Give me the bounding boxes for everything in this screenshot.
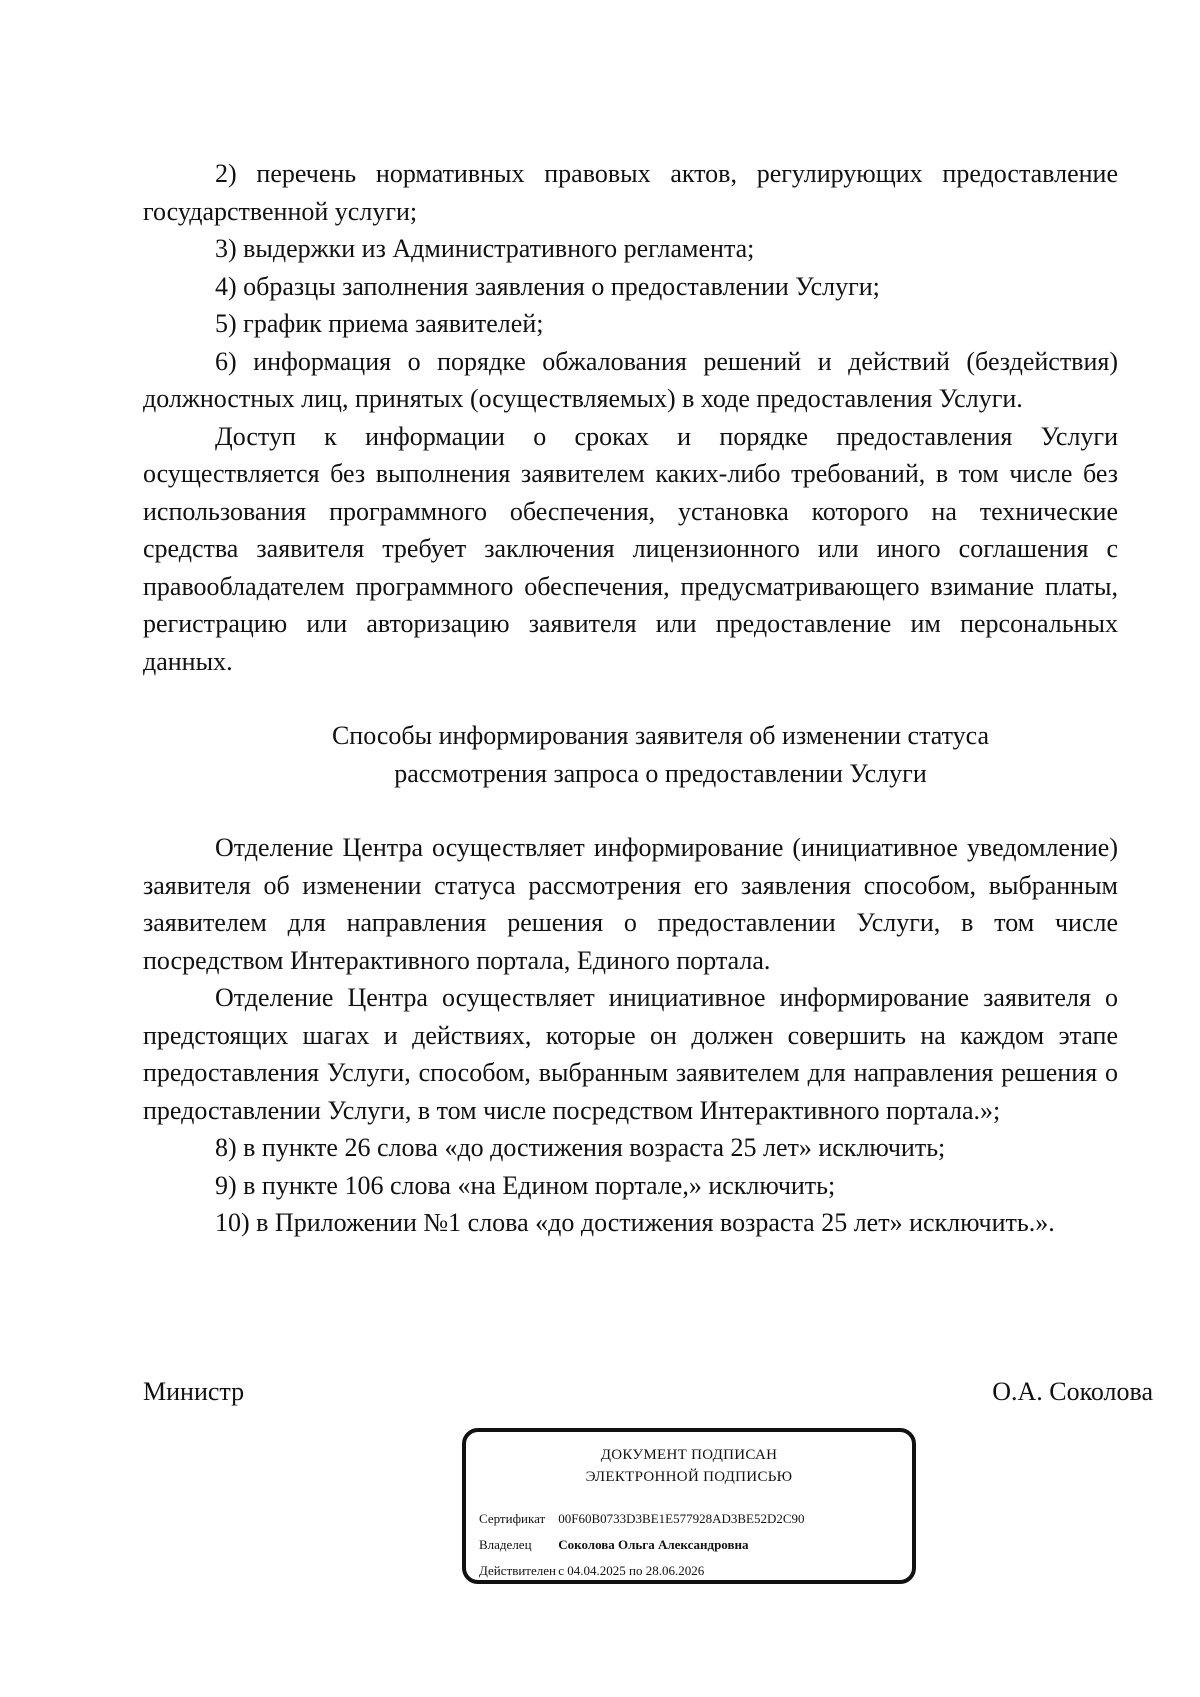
- list-item-6: 6) информация о порядке обжалования решений и действий (бездействия) должностных лиц, принятых (осуществляемых) в ходе предоставления Услуги.: [143, 346, 1118, 413]
- owner-label: Владелец: [479, 1537, 532, 1552]
- list-item-3: 3) выдержки из Административного регламента;: [215, 234, 755, 263]
- list-item-4: 4) образцы заполнения заявления о предоставлении Услуги;: [215, 271, 880, 301]
- amendment-item-8: 8) в пункте 26 слова «до достижения возраста 25 лет» исключить;: [215, 1133, 946, 1162]
- stamp-title-line-2: ЭЛЕКТРОННОЙ ПОДПИСЬЮ: [585, 1469, 793, 1485]
- valid-label: Действителен: [479, 1563, 556, 1578]
- stamp-owner-row: [479, 1536, 749, 1554]
- list-item-2: 2) перечень нормативных правовых актов, регулирующих предоставление государственной услуги;: [143, 159, 1118, 226]
- owner-value: Соколова Ольга Александровна: [558, 1537, 749, 1552]
- electronic-signature-stamp: [462, 1428, 916, 1584]
- signatory-role: Министр: [143, 1377, 245, 1406]
- access-paragraph: Доступ к информации о сроках и порядке предоставления Услуги осуществляется без выполнения заявителем каких-либо требований, в том числе без использования программного обеспечения, установка которого на технические средства заявителя требует заключения лицензионного или иного соглашения с правообладателем программного обеспечения, предусматривающего взимание платы, регистрацию или авторизацию заявителя или предоставление им персональных данных.: [143, 421, 1118, 676]
- document-body: [143, 155, 1118, 1242]
- amendment-item-9: 9) в пункте 106 слова «на Едином портале,» исключить;: [215, 1170, 836, 1200]
- stamp-certificate-row: [479, 1510, 805, 1528]
- section-heading-line-1: Способы информирования заявителя об изменении статуса: [331, 721, 990, 750]
- amendment-item-10: 10) в Приложении №1 слова «до достижения возраста 25 лет» исключить.».: [215, 1208, 1055, 1237]
- proactive-info-paragraph: Отделение Центра осуществляет инициативное информирование заявителя о предстоящих шагах и действиях, которые он должен совершить на каждом этапе предоставления Услуги, способом, выбранным заявителем для направления решения о предоставлении Услуги, в том числе посредством Интерактивного портала.»;: [143, 983, 1118, 1125]
- list-item-5: 5) график приема заявителей;: [215, 309, 544, 338]
- stamp-title: [466, 1444, 912, 1488]
- certificate-label: Сертификат: [479, 1511, 546, 1526]
- section-heading-line-2: рассмотрения запроса о предоставлении Услуги: [394, 758, 927, 788]
- valid-value: с 04.04.2025 по 28.06.2026: [558, 1563, 705, 1578]
- signatory-name: О.А. Соколова: [992, 1377, 1153, 1406]
- stamp-title-line-1: ДОКУМЕНТ ПОДПИСАН: [600, 1447, 778, 1463]
- section-heading: [143, 717, 1118, 792]
- notification-paragraph: Отделение Центра осуществляет информирование (инициативное уведомление) заявителя об изменении статуса рассмотрения его заявления способом, выбранным заявителем для направления решения о предоставлении Услуги, в том числе посредством Интерактивного портала, Единого портала.: [143, 833, 1118, 975]
- certificate-value: 00F60B0733D3BE1E577928AD3BE52D2C90: [558, 1511, 805, 1526]
- stamp-valid-row: [479, 1562, 704, 1580]
